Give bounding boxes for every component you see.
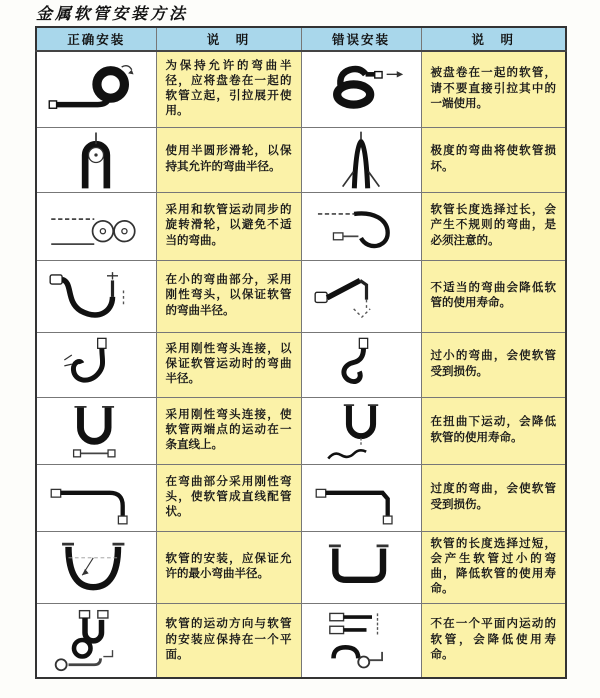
standing-coil-hose-illustration [40,56,152,122]
table-row [36,531,566,603]
wrong-illustration-cell [301,51,421,127]
installation-table [35,26,567,679]
correct-description: 使用半圆形滑轮，以保持其允许的弯曲半径。 [156,127,301,192]
hose-over-semicircular-pulley-illustration [46,130,146,190]
wrong-description: 不适当的弯曲会降低软管的使用寿命。 [421,260,566,332]
u-hose-endpoints-in-line-illustration [43,400,149,462]
correct-illustration-cell [36,332,156,397]
correct-description: 为保持允许的弯曲半径，应将盘卷在一起的软管立起，引拉展开使用。 [156,51,301,127]
wrong-description: 软管的长度选择过短，会产生软管过小的弯曲，降低软管的使用寿命。 [421,531,566,603]
straight-pipe-sharp-elbow-illustration [305,467,417,529]
table-row [36,127,566,192]
straight-pipe-gentle-elbow-illustration [40,467,152,529]
header-wrong-install: 错误安装 [301,27,421,51]
correct-illustration-cell [36,127,156,192]
wrong-description: 在扭曲下运动，会降低软管的使用寿命。 [421,397,566,464]
correct-illustration-cell [36,603,156,678]
synchronized-rotating-pulleys-illustration [40,195,152,257]
table-row [36,192,566,260]
wrong-description: 不在一个平面内运动的软管，会降低使用寿命。 [421,603,566,678]
flat-coil-pulled-end-illustration [305,56,417,122]
correct-illustration-cell [36,397,156,464]
correct-illustration-cell [36,192,156,260]
correct-description: 采用刚性弯头连接，使软管两端点的运动在一条直线上。 [156,397,301,464]
table-row [36,332,566,397]
over-long-hose-irregular-loop-illustration [305,195,417,257]
wrong-illustration-cell [301,464,421,531]
wrong-description: 过小的弯曲，会使软管受到损伤。 [421,332,566,397]
table-row [36,397,566,464]
wrong-illustration-cell [301,397,421,464]
correct-description: 在弯曲部分采用刚性弯头，使软管成直线配管状。 [156,464,301,531]
page-title: 金属软管安装方法 [36,6,189,23]
hose-extreme-sharp-bend-illustration [311,130,411,190]
header-wrong-description: 说 明 [421,27,566,51]
table-header-row [36,27,566,51]
wrong-description: 过度的弯曲，会使软管受到损伤。 [421,464,566,531]
wrong-illustration-cell [301,603,421,678]
header-correct-install: 正确安装 [36,27,156,51]
loop-motion-in-one-plane-illustration [41,606,151,674]
header-correct-description: 说 明 [156,27,301,51]
wrong-illustration-cell [301,192,421,260]
correct-illustration-cell [36,464,156,531]
correct-description: 软管的运动方向与软管的安装应保持在一个平面。 [156,603,301,678]
table-row [36,464,566,531]
table-row [36,51,566,127]
wrong-illustration-cell [301,260,421,332]
correct-description: 在小的弯曲部分，采用刚性弯头，以保证软管的弯曲半径。 [156,260,301,332]
wrong-description: 软管长度选择过长，会产生不规则的弯曲，是必须注意的。 [421,192,566,260]
correct-illustration-cell [36,531,156,603]
correct-description: 采用刚性弯头连接，以保证软管运动时的弯曲半径。 [156,332,301,397]
too-small-bend-s-hook-illustration [309,335,413,395]
improper-diagonal-bend-illustration [305,263,417,329]
table-row [36,260,566,332]
wide-u-minimum-bend-radius-illustration [41,534,151,600]
short-hose-squared-u-illustration [306,534,416,600]
correct-illustration-cell [36,260,156,332]
loop-motion-out-of-plane-illustration [306,606,416,674]
table-row [36,603,566,678]
wrong-illustration-cell [301,531,421,603]
correct-description: 软管的安装，应保证允许的最小弯曲半径。 [156,531,301,603]
correct-description: 采用和软管运动同步的旋转滑轮，以避免不适当的弯曲。 [156,192,301,260]
wrong-illustration-cell [301,332,421,397]
wrong-description: 被盘卷在一起的软管，请不要直接引拉其中的一端使用。 [421,51,566,127]
rigid-elbow-at-small-bend-illustration [40,263,152,329]
correct-illustration-cell [36,51,156,127]
wrong-description: 极度的弯曲将使软管损坏。 [421,127,566,192]
u-hose-twisted-motion-illustration [308,400,414,462]
wrong-illustration-cell [301,127,421,192]
rigid-elbow-connection-j-curve-illustration [44,335,148,395]
